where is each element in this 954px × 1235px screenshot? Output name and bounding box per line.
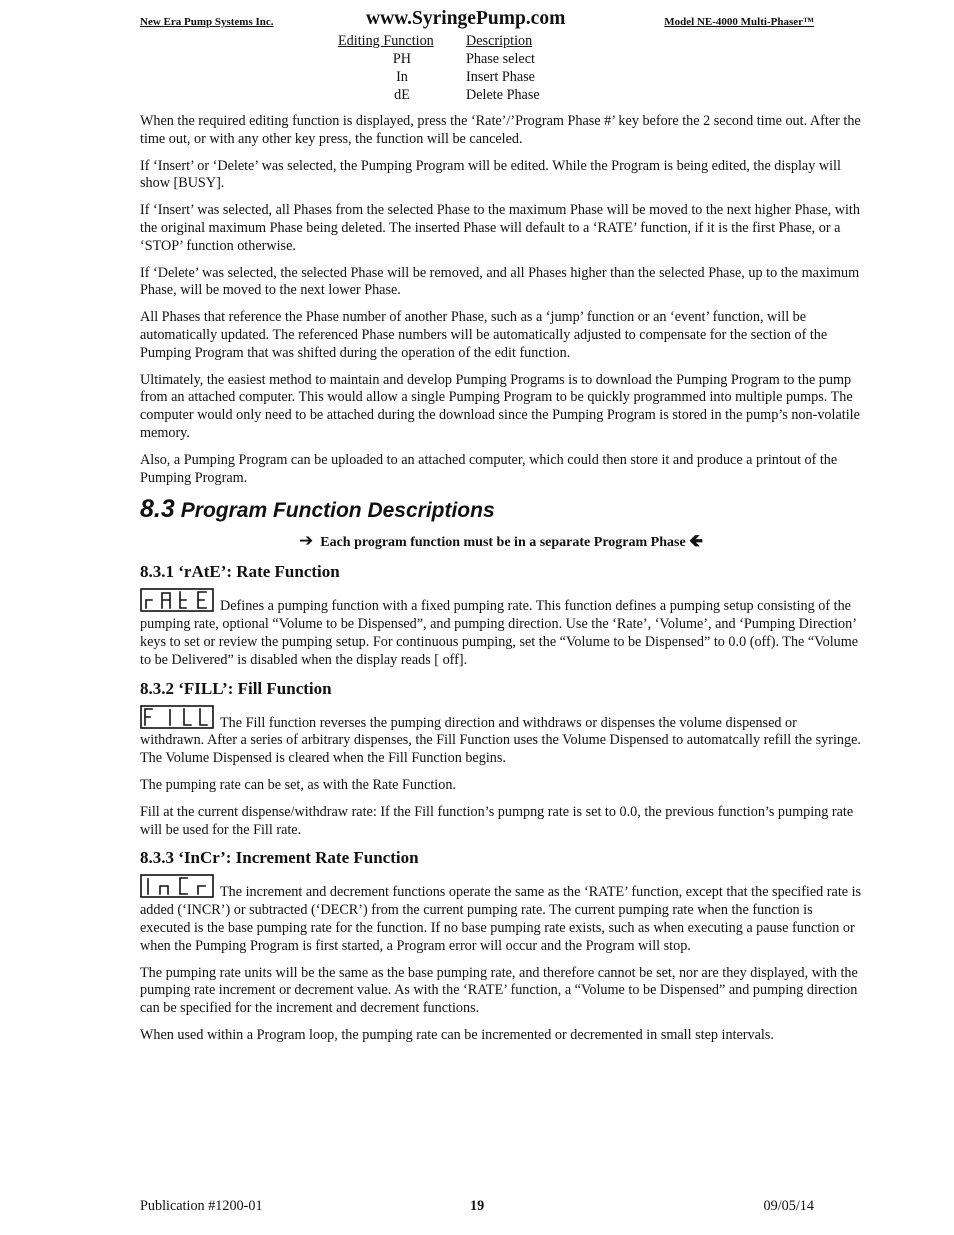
website-link[interactable]: www.SyringePump.com [366, 8, 566, 29]
lcd-display-fill-icon [140, 705, 214, 729]
function-code: dE [394, 87, 410, 103]
seven-segment-rate [140, 588, 214, 612]
function-code: PH [392, 51, 412, 67]
subsection-heading-fill: 8.3.2 ‘FILL’: Fill Function [140, 678, 332, 698]
paragraph: The pumping rate units will be the same as the base pumping rate, and therefore cannot be set, nor are they displayed, with the pumping rate increment or decrement value. As with the ‘RATE’ function, a “Volume to be Dispensed” and pumping direction can be specified for the increment and decrement functions. [140, 964, 858, 1017]
paragraph: Defines a pumping function with a fixed pumping rate. This function defines a pumping setup consisting of the pumping rate, optional “Volume to be Dispensed”, and pumping direction. Use the ‘Rate’, ‘Volume’, and ‘Pumping Direction’ keys to set or review the pumping setup. For continuous pumping, set the “Volume to be Dispensed” to 0.0 (off). The “Volume to be Delivered” is disabled when the display reads [ off]. [140, 588, 862, 669]
arrow-left-icon: 🡸 [689, 531, 703, 552]
main-content [140, 113, 862, 1054]
paragraph: Ultimately, the easiest method to maintain and develop Pumping Programs is to download the Pumping Program to the pump from an attached computer. This would allow a single Pumping Program to be quickly programmed into multiple pumps. The computer would only need to be attached during the download since the Pumping Program is stored in the pump’s non-volatile memory. [140, 371, 860, 441]
paragraph: When the required editing function is displayed, press the ‘Rate’/’Program Phase #’ key before the 2 second time out. After the time out, or with any other key press, the function will be canceled. [140, 113, 861, 147]
note-text: Each program function must be in a separate Program Phase [320, 535, 686, 551]
page-footer [140, 1198, 814, 1218]
function-description: Delete Phase [466, 87, 540, 103]
function-code: In [396, 69, 408, 85]
page-number: 19 [470, 1198, 485, 1214]
editing-function-table [338, 32, 540, 104]
paragraph: If ‘Insert’ or ‘Delete’ was selected, the Pumping Program will be edited. While the Program is being edited, the display will show [BUSY]. [140, 157, 841, 192]
paragraph: The increment and decrement functions operate the same as the ‘RATE’ function, except that the specified rate is added (‘INCR’) or subtracted (‘DECR’) from the current pumping rate. The current pumping rate when the function is executed is the base pumping rate for the function. If no base pumping rate exists, such as when executing a pause function or when the Pumping Program is first started, a Program error will occur and the Program will stop. [140, 874, 862, 955]
page-header [140, 8, 814, 32]
table-header-row [338, 32, 540, 50]
paragraph: If ‘Delete’ was selected, the selected Phase will be removed, and all Phases higher than the selected Phase, up to the maximum Phase, will be moved to the next lower Phase. [140, 264, 860, 299]
section-title: Program Function Descriptions [180, 499, 495, 523]
table-row [338, 86, 540, 104]
table-row [338, 50, 540, 68]
paragraph: The pumping rate can be set, as with the Rate Function. [140, 776, 456, 793]
paragraph: The Fill function reverses the pumping direction and withdraws or dispenses the volume dispensed or withdrawn. After a series of arbitrary dispenses, the Fill Function uses the Volume Dispensed to automatcally refill the syringe. The Volume Dispensed is cleared when the Fill Function begins. [140, 705, 862, 768]
paragraph: Also, a Pumping Program can be uploaded to an attached computer, which could then store it and produce a printout of the Pumping Program. [140, 451, 838, 486]
paragraph: Fill at the current dispense/withdraw rate: If the Fill function’s pumpng rate is set to 0.0, the previous function’s pumping rate will be used for the Fill rate. [140, 803, 854, 838]
paragraph: If ‘Insert’ was selected, all Phases from the selected Phase to the maximum Phase will be moved to the next higher Phase, with the original maximum Phase being deleted. The inserted Phase will default to a ‘RATE’ function, if it is the first Phase, or a ‘STOP’ function otherwise. [140, 202, 860, 254]
company-name: New Era Pump Systems Inc. [140, 16, 274, 28]
seven-segment-incr [140, 874, 214, 898]
publication-date: 09/05/14 [763, 1198, 814, 1214]
table-row [338, 68, 540, 86]
paragraph: All Phases that reference the Phase number of another Phase, such as a ‘jump’ function or an ‘event’ function, will be automatically updated. The referenced Phase numbers will be automatically adjusted to compensate for the section of the Pumping Program that was shifted during the operation of the edit function. [140, 309, 828, 361]
arrow-right-icon: ➔ [299, 531, 314, 552]
model-name: Model NE-4000 Multi-Phaser™ [664, 16, 814, 28]
publication-number: Publication #1200-01 [140, 1198, 263, 1214]
column-header-editing-function: Editing Function [338, 33, 434, 49]
column-header-description: Description [466, 33, 533, 49]
function-description: Phase select [466, 51, 535, 67]
function-description: Insert Phase [466, 69, 535, 85]
lcd-display-rate-icon [140, 588, 214, 612]
section-note [140, 532, 862, 552]
section-number: 8.3 [140, 495, 175, 524]
lcd-display-incr-icon [140, 874, 214, 898]
subsection-heading-rate: 8.3.1 ‘rAtE’: Rate Function [140, 562, 340, 582]
section-heading [140, 496, 862, 524]
paragraph: When used within a Program loop, the pumping rate can be incremented or decremented in small step intervals. [140, 1026, 774, 1043]
subsection-heading-increment: 8.3.3 ‘InCr’: Increment Rate Function [140, 848, 419, 868]
seven-segment-fill [140, 705, 214, 729]
